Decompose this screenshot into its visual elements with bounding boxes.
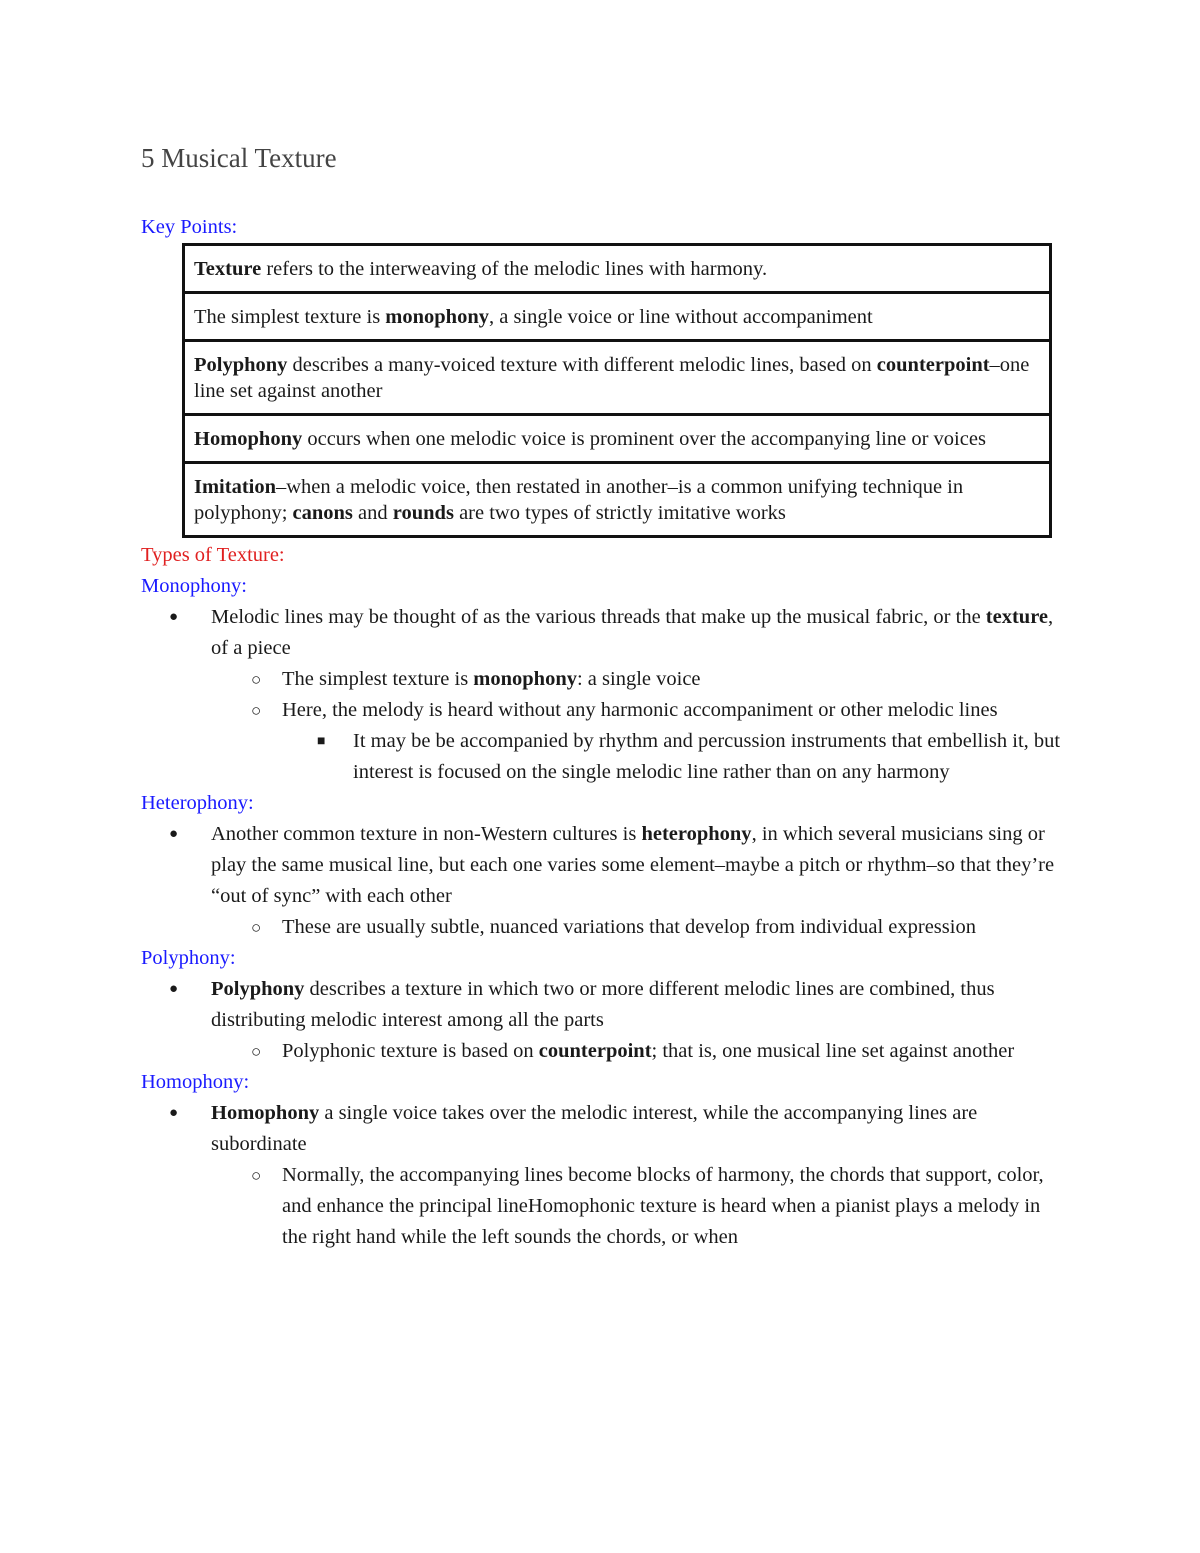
text-run: The simplest texture is [282, 668, 474, 690]
key-points-table [182, 243, 1052, 538]
key-point-row [185, 416, 1049, 464]
list-item-text [282, 1040, 1014, 1062]
bold-term: Imitation [194, 476, 276, 498]
text-run: : a single voice [576, 668, 701, 690]
hollow-circle-bullet-icon: ○ [251, 670, 262, 689]
text-run: , in which several musicians sing or play the same musical line, but each one varies some element–maybe a pitch or rhythm–so that they’re “out of sync” with each other [211, 823, 1055, 907]
bullet-list [141, 602, 1061, 788]
bullet-list [141, 819, 1061, 943]
bold-term: Polyphony [211, 978, 305, 1000]
text-run: , a single voice or line without accompaniment [488, 306, 873, 328]
text-run: –one line set against another [194, 354, 1030, 402]
section-heading: Homophony: [141, 1071, 250, 1093]
texture-sections [141, 571, 1061, 1253]
list-item-text [211, 1102, 977, 1155]
list-item [141, 664, 1061, 695]
key-point-row [185, 342, 1049, 416]
filled-circle-bullet-icon: ● [169, 981, 179, 997]
text-run: Another common texture in non-Western cultures is [211, 823, 642, 845]
section-heading: Heterophony: [141, 792, 254, 814]
bold-term: Homophony [211, 1102, 320, 1124]
key-point-row [185, 246, 1049, 294]
section-heading: Polyphony: [141, 947, 236, 969]
text-run: a single voice takes over the melodic interest, while the accompanying lines are subordinate [211, 1102, 978, 1155]
text-run: describes a texture in which two or more different melodic lines are combined, thus distributing melodic interest among all the parts [211, 978, 995, 1031]
list-item [141, 974, 1061, 1036]
list-item [141, 726, 1061, 788]
bold-term: monophony [473, 668, 577, 690]
key-point-row [185, 464, 1049, 538]
list-item-text [282, 668, 701, 690]
bold-term: Homophony [194, 428, 303, 450]
bold-term: rounds [392, 502, 454, 524]
bold-term: Polyphony [194, 354, 288, 376]
bold-term: counterpoint [538, 1040, 652, 1062]
types-of-texture-heading: Types of Texture: [141, 544, 285, 566]
text-run: Melodic lines may be thought of as the various threads that make up the musical fabric, or the [211, 606, 986, 628]
square-bullet-icon: ■ [317, 734, 326, 749]
text-run: occurs when one melodic voice is prominent over the accompanying line or voices [302, 428, 986, 450]
filled-circle-bullet-icon: ● [169, 826, 179, 842]
text-run: The simplest texture is [194, 306, 386, 328]
text-run: refers to the interweaving of the melodic lines with harmony. [261, 258, 768, 280]
key-points-heading: Key Points: [141, 216, 238, 238]
text-run: It may be be accompanied by rhythm and percussion instruments that embellish it, but interest is focused on the single melodic line rather than on any harmony [353, 730, 1061, 783]
list-item [141, 1160, 1061, 1253]
list-item [141, 819, 1061, 912]
text-run: and [352, 502, 393, 524]
text-run: Normally, the accompanying lines become blocks of harmony, the chords that support, color, and enhance the principal lineHomophonic texture is heard when a pianist plays a melody in the right hand while the left sounds the chords, or when [282, 1164, 1044, 1248]
list-item [141, 912, 1061, 943]
document-page [141, 140, 1061, 1253]
bold-term: monophony [385, 306, 489, 328]
list-item-text [282, 916, 976, 938]
list-item-text [353, 730, 1060, 783]
hollow-circle-bullet-icon: ○ [251, 918, 262, 937]
list-item-text [211, 823, 1054, 907]
bullet-list [141, 1098, 1061, 1253]
list-item [141, 1098, 1061, 1160]
bold-term: counterpoint [876, 354, 990, 376]
list-item-text [282, 699, 998, 721]
hollow-circle-bullet-icon: ○ [251, 1166, 262, 1185]
section-heading: Monophony: [141, 575, 247, 597]
text-run: ; that is, one musical line set against another [651, 1040, 1015, 1062]
hollow-circle-bullet-icon: ○ [251, 701, 262, 720]
bold-term: canons [292, 502, 353, 524]
bold-term: Texture [194, 258, 262, 280]
filled-circle-bullet-icon: ● [169, 609, 179, 625]
bold-term: heterophony [641, 823, 752, 845]
list-item-text [211, 606, 1053, 659]
text-run: These are usually subtle, nuanced variations that develop from individual expression [282, 916, 976, 938]
text-run: are two types of strictly imitative works [453, 502, 786, 524]
text-run: –when a melodic voice, then restated in another–is a common unifying technique in polyphony; [194, 476, 964, 524]
list-item [141, 602, 1061, 664]
list-item-text [211, 978, 995, 1031]
text-run: describes a many-voiced texture with different melodic lines, based on [287, 354, 877, 376]
list-item [141, 695, 1061, 726]
bold-term: texture [985, 606, 1049, 628]
key-point-row [185, 294, 1049, 342]
list-item-text [282, 1164, 1044, 1248]
bullet-list [141, 974, 1061, 1067]
hollow-circle-bullet-icon: ○ [251, 1042, 262, 1061]
text-run: Here, the melody is heard without any harmonic accompaniment or other melodic lines [282, 699, 998, 721]
text-run: , of a piece [211, 606, 1054, 659]
text-run: Polyphonic texture is based on [282, 1040, 539, 1062]
list-item [141, 1036, 1061, 1067]
filled-circle-bullet-icon: ● [169, 1105, 179, 1121]
page-title: 5 Musical Texture [141, 143, 337, 173]
